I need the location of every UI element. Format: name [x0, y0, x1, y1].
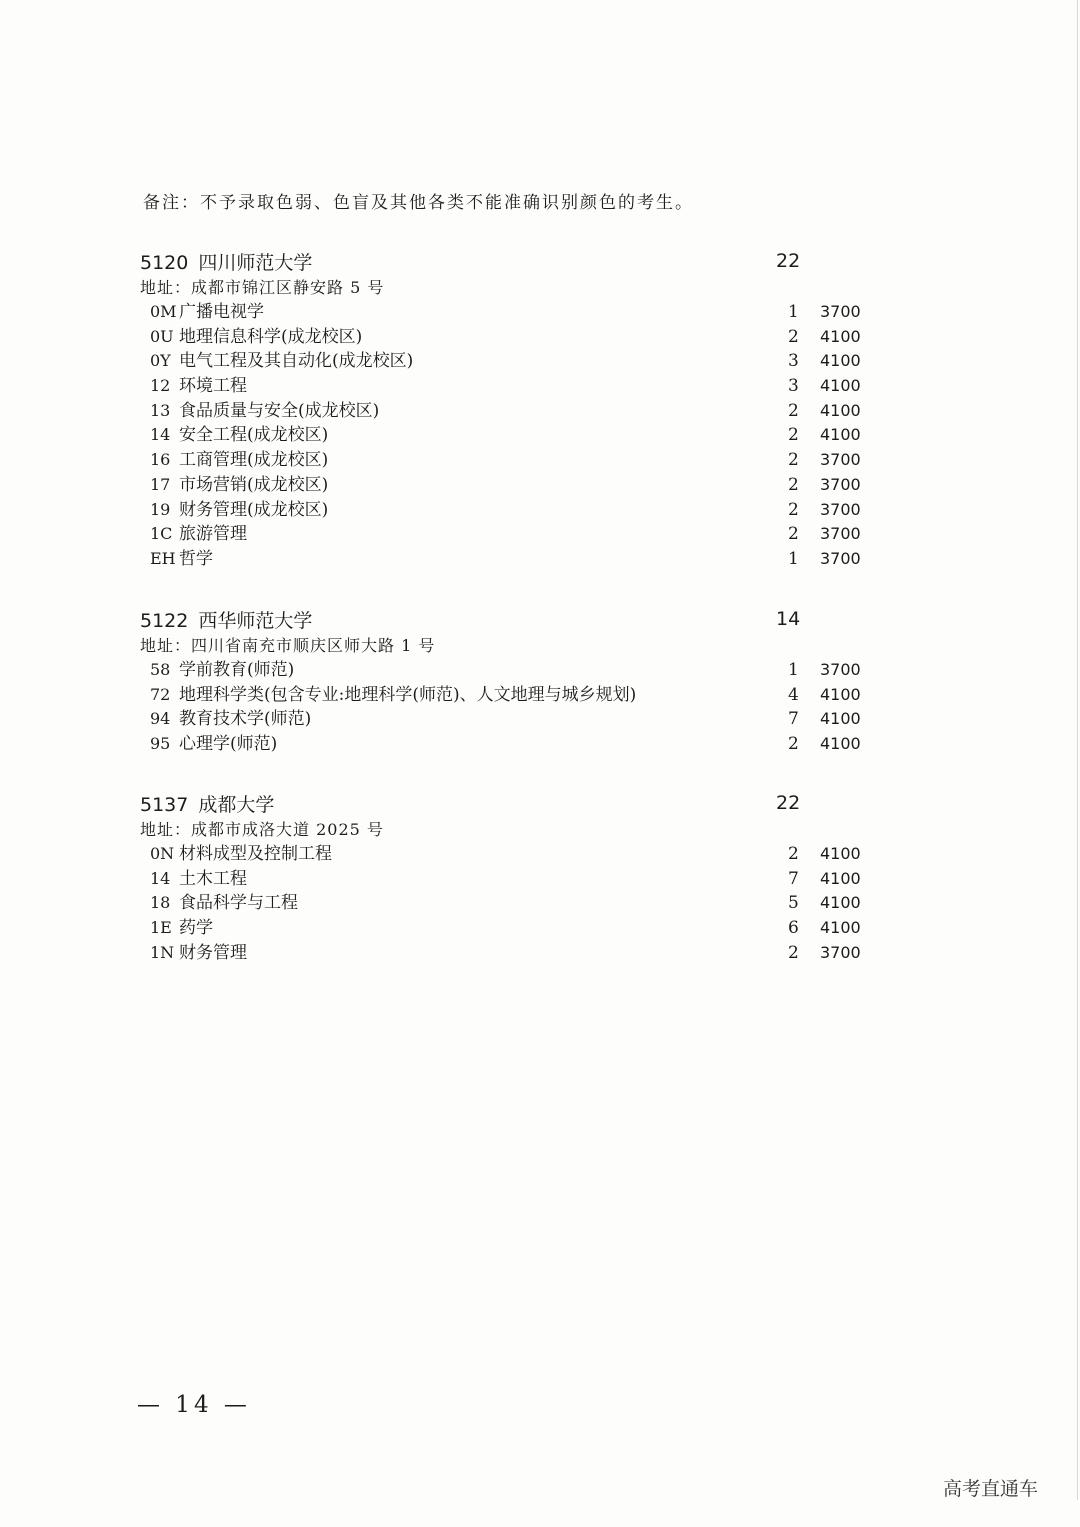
- major-fee: 4100: [820, 351, 861, 371]
- school-title: [140, 606, 312, 633]
- major-count: 7: [788, 709, 799, 730]
- school-total: 22: [776, 250, 801, 272]
- major-code: 72: [150, 684, 171, 704]
- major-row: [140, 867, 880, 892]
- major-fee: 4100: [820, 893, 861, 913]
- remark-note: 备注：不予录取色弱、色盲及其他各类不能准确识别颜色的考生。: [143, 193, 694, 213]
- major-fee: 3700: [820, 474, 861, 494]
- school-address: 地址：成都市成洛大道 2025 号: [140, 820, 384, 839]
- school-header: [140, 248, 880, 276]
- major-count: 1: [788, 302, 799, 322]
- major-code: 19: [150, 499, 171, 519]
- major-count: 2: [788, 499, 799, 520]
- major-count: 4: [788, 684, 799, 705]
- school-total: 14: [776, 608, 801, 630]
- major-code: 1N: [150, 942, 175, 962]
- major-row: [140, 891, 880, 916]
- major-code: 14: [150, 868, 171, 888]
- major-count: 2: [788, 942, 799, 963]
- major-name: 工商管理(成龙校区): [179, 450, 329, 471]
- major-name: 财务管理: [179, 942, 247, 963]
- major-name: 安全工程(成龙校区): [179, 425, 329, 446]
- major-code: 95: [150, 734, 171, 754]
- major-code: 12: [150, 376, 171, 396]
- major-row: [140, 916, 880, 941]
- major-fee: 4100: [820, 425, 861, 445]
- school-total: 22: [776, 792, 801, 814]
- major-fee: 3700: [820, 524, 861, 544]
- watermark-text: 高考直通车: [943, 1478, 1039, 1500]
- major-count: 2: [788, 474, 799, 495]
- major-row: [140, 941, 880, 966]
- major-count: 7: [788, 868, 799, 889]
- major-code: 14: [150, 425, 171, 445]
- major-row: [140, 448, 880, 473]
- major-fee: 4100: [820, 844, 861, 863]
- school-code: 5122: [140, 610, 189, 632]
- major-code: 0N: [150, 844, 175, 863]
- major-fee: 3700: [820, 499, 861, 519]
- major-name: 环境工程: [179, 376, 247, 397]
- school-name: 西华师范大学: [198, 610, 313, 632]
- major-row: [140, 374, 880, 399]
- major-row: [140, 522, 880, 547]
- page-edge-line: [1077, 0, 1078, 1500]
- major-count: 2: [788, 450, 799, 471]
- school-code: 5120: [140, 252, 189, 274]
- major-code: 16: [150, 450, 171, 470]
- major-row: [140, 707, 880, 732]
- school-title: [140, 790, 274, 817]
- major-fee: 4100: [820, 868, 861, 888]
- major-name: 药学: [179, 918, 213, 939]
- major-count: 2: [788, 524, 799, 545]
- major-fee: 4100: [820, 684, 861, 704]
- major-row: [140, 732, 880, 757]
- major-fee: 4100: [820, 400, 861, 420]
- school-code: 5137: [140, 794, 189, 816]
- major-name: 食品科学与工程: [179, 893, 298, 914]
- major-count: 3: [788, 376, 799, 397]
- major-row: [140, 300, 880, 325]
- major-name: 教育技术学(师范): [179, 709, 312, 730]
- major-row: [140, 423, 880, 448]
- school-address: 地址：四川省南充市顺庆区师大路 1 号: [140, 636, 436, 655]
- major-code: 0Y: [150, 351, 171, 371]
- major-name: 广播电视学: [179, 302, 264, 322]
- school-name: 四川师范大学: [198, 252, 313, 274]
- major-name: 心理学(师范): [179, 734, 278, 755]
- major-count: 2: [788, 844, 799, 864]
- school-name: 成都大学: [198, 794, 275, 816]
- major-name: 地理科学类(包含专业:地理科学(师范)、人文地理与城乡规划): [179, 684, 637, 705]
- major-code: 0M: [150, 302, 177, 321]
- school-block: [140, 606, 880, 757]
- major-fee: 4100: [820, 734, 861, 754]
- major-name: 学前教育(师范): [179, 660, 295, 680]
- major-row: [140, 498, 880, 523]
- school-title: [140, 248, 312, 275]
- school-header: [140, 606, 880, 634]
- major-count: 2: [788, 400, 799, 421]
- major-code: 94: [150, 709, 171, 729]
- major-count: 3: [788, 351, 799, 372]
- major-count: 6: [788, 918, 799, 939]
- school-header: [140, 790, 880, 818]
- major-fee: 4100: [820, 376, 861, 396]
- major-code: 58: [150, 660, 171, 679]
- school-block: [140, 790, 880, 965]
- major-code: EH: [150, 548, 176, 568]
- major-count: 2: [788, 734, 799, 755]
- major-fee: 3700: [820, 942, 861, 962]
- major-name: 材料成型及控制工程: [179, 844, 332, 864]
- major-row: [140, 683, 880, 708]
- major-fee: 4100: [820, 709, 861, 729]
- major-name: 旅游管理: [179, 524, 247, 545]
- major-row: [140, 658, 880, 683]
- major-fee: 3700: [820, 302, 861, 321]
- major-row: [140, 473, 880, 498]
- major-code: 1E: [150, 918, 172, 938]
- major-count: 1: [788, 548, 799, 569]
- major-name: 市场营销(成龙校区): [179, 474, 329, 495]
- major-code: 17: [150, 474, 171, 494]
- major-fee: 3700: [820, 450, 861, 470]
- major-count: 1: [788, 660, 799, 680]
- major-name: 电气工程及其自动化(成龙校区): [179, 351, 414, 372]
- major-row: [140, 399, 880, 424]
- major-name: 食品质量与安全(成龙校区): [179, 400, 380, 421]
- school-block: [140, 248, 880, 572]
- school-address: 地址：成都市锦江区静安路 5 号: [140, 278, 385, 297]
- major-count: 2: [788, 326, 799, 347]
- major-fee: 4100: [820, 918, 861, 938]
- page-number: — 14 —: [137, 1392, 251, 1418]
- major-code: 18: [150, 893, 171, 913]
- major-fee: 4100: [820, 326, 861, 346]
- major-row: [140, 325, 880, 350]
- major-row: [140, 547, 880, 572]
- major-count: 2: [788, 425, 799, 446]
- major-count: 5: [788, 893, 799, 914]
- major-name: 地理信息科学(成龙校区): [179, 326, 363, 347]
- major-code: 13: [150, 400, 171, 420]
- major-code: 0U: [150, 326, 174, 346]
- major-fee: 3700: [820, 660, 861, 679]
- major-name: 财务管理(成龙校区): [179, 499, 329, 520]
- major-code: 1C: [150, 524, 173, 544]
- major-row: [140, 842, 880, 867]
- major-row: [140, 349, 880, 374]
- major-name: 哲学: [179, 548, 213, 569]
- major-fee: 3700: [820, 548, 861, 568]
- major-name: 土木工程: [179, 868, 247, 889]
